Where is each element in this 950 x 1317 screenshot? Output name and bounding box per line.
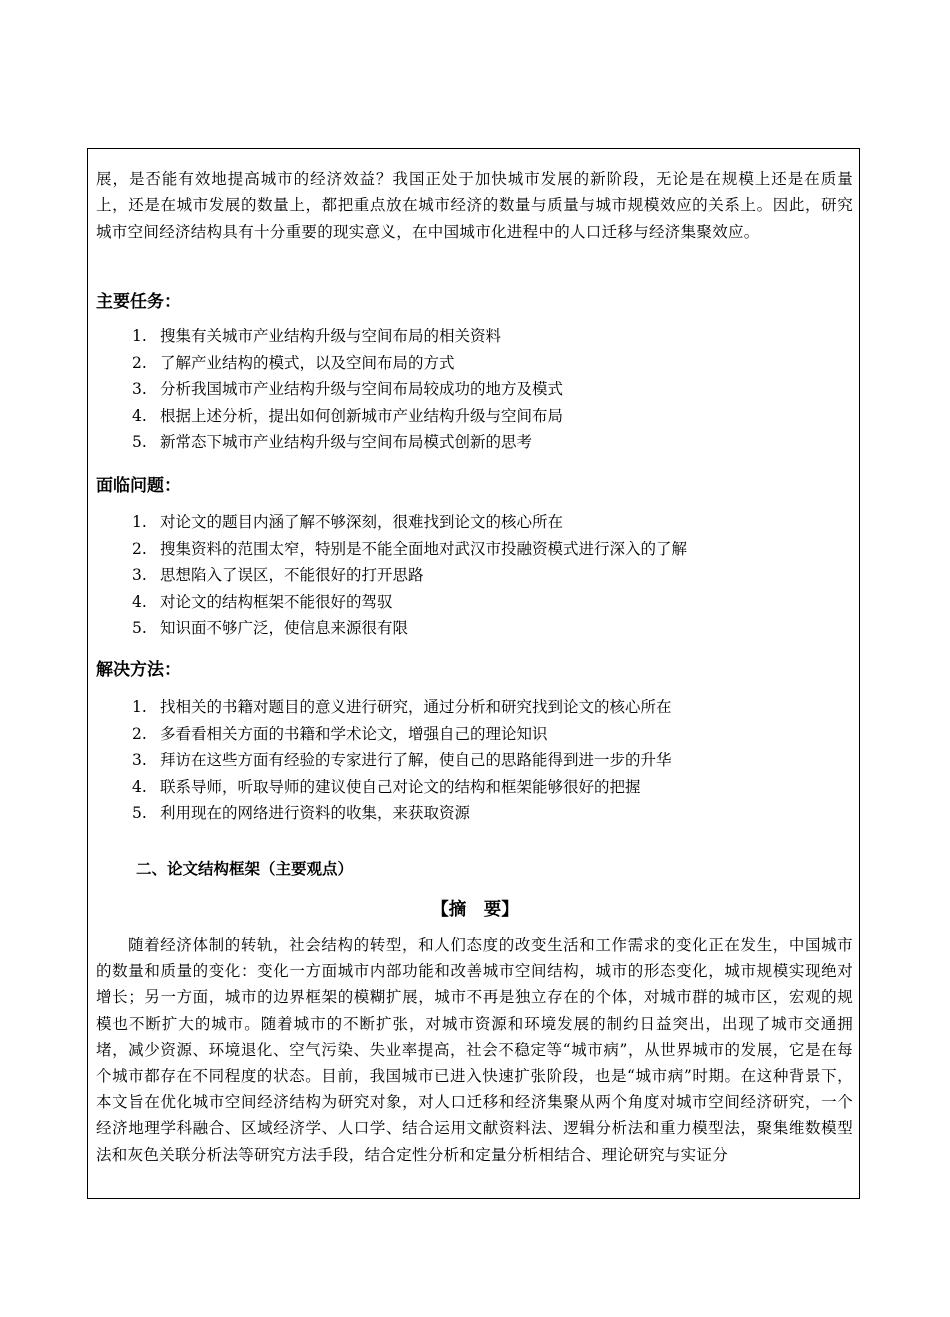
list-item-text: 了解产业结构的模式，以及空间布局的方式 (160, 353, 455, 372)
list-item (132, 694, 672, 721)
list-item-text: 联系导师，听取导师的建议使自己对论文的结构和框架能够很好的把握 (160, 777, 641, 796)
list-item-text: 搜集有关城市产业结构升级与空间布局的相关资料 (160, 327, 502, 345)
list-item-text: 搜集资料的范围太窄，特别是不能全面地对武汉市投融资模式进行深入的了解 (160, 539, 688, 558)
list-item (132, 350, 563, 377)
list-item-text: 分析我国城市产业结构升级与空间布局较成功的地方及模式 (160, 380, 564, 398)
list-item-number: 2. (132, 539, 147, 558)
list-item-number: 2. (132, 724, 147, 743)
section-title: 二、论文结构框架（主要观点） (136, 860, 354, 878)
list-item (132, 509, 687, 536)
problems-list (132, 509, 687, 642)
list-item-number: 1. (132, 513, 147, 531)
list-item-number: 3. (132, 566, 147, 584)
list-item-text: 利用现在的网络进行资料的收集，来获取资源 (160, 804, 471, 822)
intro-paragraph: 展，是否能有效地提高城市的经济效益？我国正处于加快城市发展的新阶段，无论是在规模上还是在质量上，还是在城市发展的数量上，都把重点放在城市经济的数量与质量与城市规模效应的关系上。因此，研究城市空间经济结构具有十分重要的现实意义，在中国城市化进程中的人口迁移与经济集聚效应。 (96, 170, 853, 241)
list-item-number: 5. (132, 619, 147, 637)
list-item-number: 5. (132, 433, 147, 451)
list-item (132, 403, 563, 430)
list-item-number: 4. (132, 406, 147, 425)
list-item (132, 747, 672, 774)
list-item (132, 536, 687, 563)
list-item-number: 3. (132, 380, 147, 398)
list-item-number: 2. (132, 353, 147, 372)
list-item (132, 774, 672, 801)
list-item (132, 800, 672, 827)
abstract-title: 【摘 要】 (431, 900, 519, 920)
list-item (132, 323, 563, 350)
list-item-text: 根据上述分析，提出如何创新城市产业结构升级与空间布局 (160, 406, 564, 425)
list-item (132, 562, 687, 589)
list-item-text: 拜访在这些方面有经验的专家进行了解，使自己的思路能得到进一步的升华 (160, 751, 672, 769)
list-item-text: 知识面不够广泛，使信息来源很有限 (160, 619, 409, 637)
list-item-text: 多看看相关方面的书籍和学术论文，增强自己的理论知识 (160, 724, 548, 743)
tasks-list (132, 323, 563, 456)
list-item (132, 615, 687, 642)
list-item-text: 思想陷入了误区，不能很好的打开思路 (160, 566, 424, 584)
list-item (132, 429, 563, 456)
solutions-list (132, 694, 672, 827)
solutions-heading: 解决方法： (96, 660, 181, 680)
list-item-number: 1. (132, 698, 147, 716)
list-item-number: 4. (132, 592, 147, 611)
list-item (132, 376, 563, 403)
list-item-text: 找相关的书籍对题目的意义进行研究，通过分析和研究找到论文的核心所在 (160, 698, 672, 716)
tasks-heading: 主要任务： (96, 292, 181, 312)
list-item-text: 对论文的题目内涵了解不够深刻，很难找到论文的核心所在 (160, 513, 564, 531)
list-item (132, 589, 687, 616)
list-item-number: 4. (132, 777, 147, 796)
list-item-number: 1. (132, 327, 147, 345)
list-item-number: 3. (132, 751, 147, 769)
abstract-paragraph: 随着经济体制的转轨，社会结构的转型，和人们态度的改变生活和工作需求的变化正在发生，中国城市的数量和质量的变化：变化一方面城市内部功能和改善城市空间结构，城市的形态变化，城市规模实现绝对增长；另一方面，城市的边界框架的模糊扩展，城市不再是独立存在的个体，对城市群的城市区，宏观的规模也不断扩大的城市。随着城市的不断扩张，对城市资源和环境发展的制约日益突出，出现了城市交通拥堵，减少资源、环境退化、空气污染、失业率提高，社会不稳定等“城市病”，从世界城市的发展，它是在每个城市都存在不同程度的状态。目前，我国城市已进入快速扩张阶段，也是“城市病”时期。在这种背景下，本文旨在优化城市空间经济结构为研究对象，对人口迁移和经济集聚从两个角度对城市空间经济研究，一个经济地理学科融合、区域经济学、人口学、结合运用文献资料法、逻辑分析法和重力模型法，聚集维数模型法和灰色关联分析法等研究方法手段，结合定性分析和定量分析相结合、理论研究与实证分 (96, 936, 853, 1164)
list-item-number: 5. (132, 804, 147, 822)
list-item (132, 721, 672, 748)
list-item-text: 对论文的结构框架不能很好的驾驭 (160, 592, 393, 611)
problems-heading: 面临问题： (96, 476, 181, 496)
list-item-text: 新常态下城市产业结构升级与空间布局模式创新的思考 (160, 433, 533, 451)
